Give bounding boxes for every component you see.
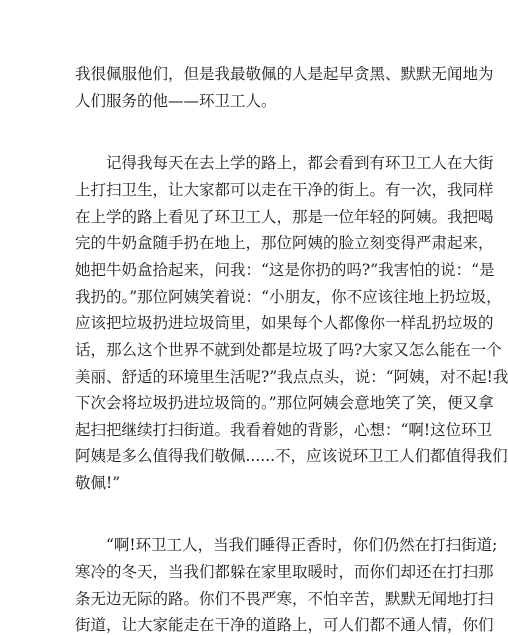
text-line: 条无边无际的路。你们不畏严寒，不怕辛苦，默默无闻地打扫 — [75, 590, 494, 608]
text-line: 我扔的。”那位阿姨笑着说：“小朋友，你不应该往地上扔垃圾， — [75, 288, 502, 306]
text-line: 她把牛奶盒拾起来，问我：“这是你扔的吗?”我害怕的说：“是 — [75, 261, 495, 279]
text-line: 完的牛奶盒随手扔在地上，那位阿姨的脸立刻变得严肃起来， — [75, 234, 494, 252]
text-line: 美丽、舒适的环境里生活呢?”我点点头，说：“阿姨，对不起!我 — [75, 368, 508, 386]
text-line: “啊!环卫工人，当我们睡得正香时，你们仍然在打扫街道; — [75, 536, 498, 554]
text-line: 记得我每天在去上学的路上，都会看到有环卫工人在大街 — [75, 154, 494, 172]
text-line: 敬佩!” — [75, 474, 121, 492]
text-line: 人们服务的他——环卫工人。 — [75, 92, 277, 110]
text-line: 上打扫卫生，让大家都可以走在干净的街上。有一次，我同样 — [75, 181, 494, 199]
text-line: 寒冷的冬天，当我们都躲在家里取暖时，而你们却还在打扫那 — [75, 563, 494, 581]
text-line: 应该把垃圾扔进垃圾筒里，如果每个人都像你一样乱扔垃圾的 — [75, 314, 494, 332]
text-line: 起扫把继续打扫街道。我看着她的背影，心想：“啊!这位环卫 — [75, 421, 493, 439]
text-line: 话，那么这个世界不就到处都是垃圾了吗?大家又怎么能在一个 — [75, 341, 502, 359]
text-line: 下次会将垃圾扔进垃圾筒的。”那位阿姨会意地笑了笑，便又拿 — [75, 394, 494, 412]
text-line: 我很佩服他们，但是我最敬佩的人是起早贪黑、默默无闻地为 — [75, 65, 494, 83]
text-line: 街道，让大家能走在干净的道路上，可人们都不通人情，你们 — [75, 616, 494, 634]
text-line: 在上学的路上看见了环卫工人，那是一位年轻的阿姨。我把喝 — [75, 208, 494, 226]
text-line: 阿姨是多么值得我们敬佩......不，应该说环卫工人们都值得我们 — [75, 447, 508, 465]
